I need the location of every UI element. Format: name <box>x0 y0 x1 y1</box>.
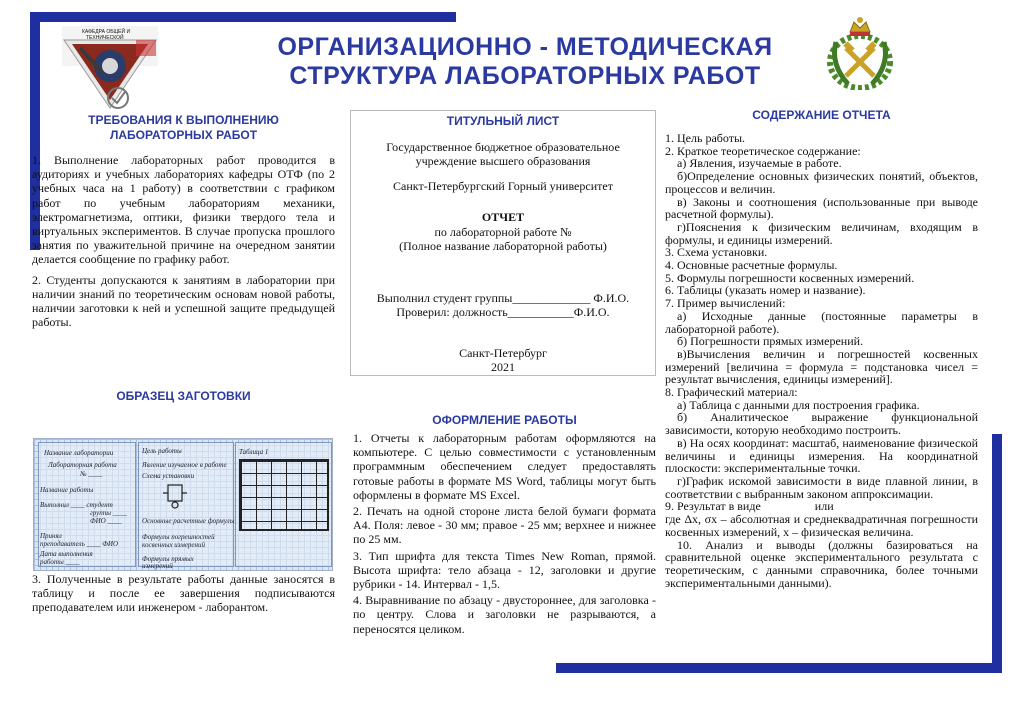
sample-line: Лабораторная работа <box>48 461 117 469</box>
contents-item: в) На осях координат: масштаб, наименование физической величины и единицы измерения. На координатной плоскости: экспериментальные точки. <box>665 435 978 476</box>
sample-blank-image <box>33 438 333 571</box>
contents-item: 3. Схема установки. <box>665 245 768 260</box>
contents-item: где Δx, σx – абсолютная и среднеквадратичная погрешности косвенных измерений, x – физическая величина. <box>665 512 978 539</box>
title-sheet-report-name: (Полное название лабораторной работы) <box>399 239 607 253</box>
sample-line: Формулы прямых <box>142 555 194 563</box>
contents-item: г)График искомой зависимости в виде плавной линии, в соответствии с выбранным законом аппроксимации. <box>665 473 978 501</box>
contents-item: б) Аналитическое выражение функциональной зависимости, которую необходимо построить. <box>665 410 978 438</box>
sample-table-label: Таблица 1 <box>239 448 269 456</box>
sample-table <box>239 459 329 531</box>
title-sheet-checked: Проверил: должность___________Ф.И.О. <box>396 305 610 319</box>
sample-line: группы ____ <box>90 509 127 517</box>
sample-line: Выполнил ____ студент <box>40 501 113 509</box>
sample-line: ФИО ____ <box>90 517 122 525</box>
department-logo <box>62 26 158 110</box>
sample-line: Формулы погрешностей <box>142 533 215 541</box>
contents-heading: СОДЕРЖАНИЕ ОТЧЕТА <box>752 108 891 122</box>
contents-item: 1. Цель работы. <box>665 131 746 145</box>
frame-bar-top <box>30 12 456 22</box>
requirements-heading-2: ЛАБОРАТОРНЫХ РАБОТ <box>109 128 258 142</box>
report-contents-section <box>665 108 978 589</box>
requirements-paragraph-1: 1. Выполнение лабораторных работ проводится в аудиториях и учебных лабораториях кафедры ОТФ (по 2 учебных часа на 1 работу) в соответствии с графиком работ по учебным лабораториям механики, электромагнетизма, оптики, физики твердого тела и виртуальных экспериментов. В случае пропуска прошлого занятия по уважительной причине на очередном занятии делается сообщение по графику работ. <box>32 153 335 267</box>
title-sheet-report: ОТЧЕТ <box>481 210 525 224</box>
contents-list <box>665 132 978 589</box>
contents-item: 10. Анализ и выводы (должны базироваться на сравнительной оценке экспериментального результата с теоретическим, с данными справочника, более точными экспериментальными данными). <box>665 537 978 590</box>
sample-line: Явление изучаемое в работе <box>142 461 227 469</box>
contents-item: б)Определение основных физических понятий, объектов, процессов и величин. <box>665 169 978 196</box>
title-sheet-city: Санкт-Петербург <box>459 346 547 360</box>
frame-bar-bottom <box>556 663 1002 673</box>
sample-line: Принял <box>40 532 62 540</box>
title-sheet-university: Санкт-Петербургский Горный университет <box>393 179 613 193</box>
contents-item: в) Законы и соотношения (использованные при выводе расчетной формулы). <box>665 194 978 222</box>
requirements-section <box>32 113 335 329</box>
formatting-section <box>353 413 656 636</box>
sample-line: Название лаборатории <box>44 449 114 457</box>
title-sheet-performed: Выполнил студент группы_____________ Ф.И.О. <box>376 291 630 305</box>
page-title <box>180 33 870 91</box>
formatting-paragraph-1: 1. Отчеты к лабораторным работам оформляются на компьютере. С целью совместимости с установленным программным обеспечением следует предоставлять готовые работы в формате MS Word, таблицы могут быть оформлены в формате MS Excel. <box>353 431 656 502</box>
contents-item: 7. Пример вычислений: <box>665 296 786 311</box>
page-title-line-2: СТРУКТУРА ЛАБОРАТОРНЫХ РАБОТ <box>289 62 761 90</box>
contents-item: а) Таблица с данными для построения графика. <box>677 397 920 412</box>
sample-heading: ОБРАЗЕЦ ЗАГОТОВКИ <box>116 389 251 403</box>
contents-item: а) Явления, изучаемые в работе. <box>677 156 842 171</box>
formatting-paragraph-3: 3. Тип шрифта для текста Times New Roman, прямой. Высота шрифта: тело абзаца - 12, заголовки и другие рубрики - 14. Интервал - 1,5. <box>353 548 656 592</box>
formatting-heading: ОФОРМЛЕНИЕ РАБОТЫ <box>432 413 577 427</box>
sample-line: Цель работы <box>142 447 182 455</box>
sample-line: Схема установки <box>142 472 195 480</box>
contents-item: 9. Результат в виде или <box>665 499 834 514</box>
logo-caption-1: КАФЕДРА ОБЩЕЙ И <box>82 29 131 35</box>
contents-item: б) Погрешности прямых измерений. <box>677 334 864 349</box>
title-sheet-org-2: учреждение высшего образования <box>415 154 591 168</box>
logo-caption-2: ТЕХНИЧЕСКОЙ <box>86 35 124 41</box>
sample-line: работы ____ <box>40 558 80 566</box>
title-sheet-report-sub: по лабораторной работе № <box>434 225 572 239</box>
contents-item: 5. Формулы погрешности косвенных измерений. <box>665 270 915 285</box>
title-sheet-box <box>350 110 656 376</box>
sample-line: преподаватель ____ ФИО <box>40 540 119 548</box>
sample-line: Основные расчетные формулы <box>142 517 235 525</box>
contents-item: 2. Краткое теоретическое содержание: <box>665 143 861 158</box>
contents-item: 4. Основные расчетные формулы. <box>665 258 838 273</box>
sample-line: измерений <box>142 562 173 570</box>
title-sheet-org-1: Государственное бюджетное образовательное <box>386 140 620 154</box>
sample-paragraph-3: 3. Полученные в результате работы данные заносятся в таблицу и после ее завершения подписываются преподавателем или инженером - лаборантом. <box>32 572 335 615</box>
contents-item: г)Пояснения к физическим величинам, входящим в формулы, и единицы измерений. <box>665 219 978 247</box>
contents-item: а) Исходные данные (постоянные параметры в лабораторной работе). <box>665 308 978 336</box>
title-sheet-year: 2021 <box>491 360 515 374</box>
contents-item: 6. Таблицы (указать номер и название). <box>665 283 866 298</box>
requirements-paragraph-2: 2. Студенты допускаются к занятиям в лаборатории при наличии знаний по теоретическим основам новой работы, наличии заготовки к ней и успешной защите предыдущей работы. <box>32 272 335 330</box>
sample-line: Название работы <box>40 486 94 494</box>
contents-item: 8. Графический материал: <box>665 385 798 400</box>
title-sheet-heading: ТИТУЛЬНЫЙ ЛИСТ <box>446 114 560 128</box>
sample-line: косвенных измерений <box>142 541 206 549</box>
page-title-line-1: ОРГАНИЗАЦИОННО - МЕТОДИЧЕСКАЯ <box>277 33 773 61</box>
sample-scheme-icon <box>162 481 188 509</box>
contents-item: в)Вычисления величин и погрешностей косвенных измерений [величина = формула = подстановка чисел = результат вычисления, единицы измерений]. <box>665 346 978 387</box>
sample-line: Дата выполнения <box>40 550 93 558</box>
formatting-paragraph-4: 4. Выравнивание по абзацу - двустороннее, для заголовка - по центру. Слова и заголовки не разрываются, а переносятся целиком. <box>353 593 656 636</box>
frame-bar-right <box>992 434 1002 673</box>
sample-line: № ____ <box>80 470 103 478</box>
requirements-heading-1: ТРЕБОВАНИЯ К ВЫПОЛНЕНИЮ <box>88 113 279 127</box>
formatting-paragraph-2: 2. Печать на одной стороне листа белой бумаги формата А4. Поля: левое - 30 мм; правое - 25 мм; верхнее и нижнее по 25 мм. <box>353 504 656 547</box>
